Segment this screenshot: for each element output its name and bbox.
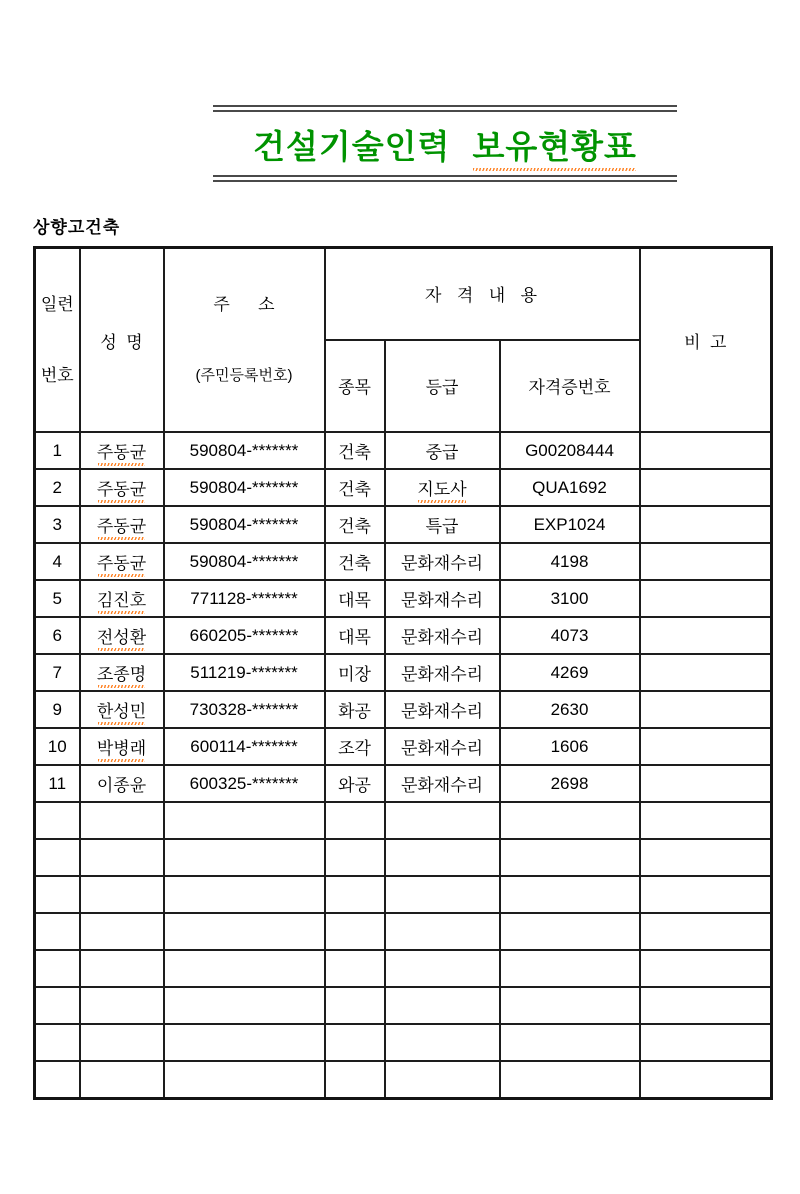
name-text: 주동균 bbox=[97, 475, 146, 500]
cell-category: 미장 bbox=[325, 654, 385, 691]
table-row bbox=[35, 617, 772, 654]
cell-cert: EXP1024 bbox=[500, 506, 640, 543]
cell-name bbox=[80, 432, 164, 469]
cell-cert: G00208444 bbox=[500, 432, 640, 469]
cell-rrn: 590804-******* bbox=[164, 543, 325, 580]
cell-empty bbox=[325, 802, 385, 839]
cell-empty bbox=[385, 1024, 500, 1061]
cell-category: 건축 bbox=[325, 543, 385, 580]
cell-name bbox=[80, 691, 164, 728]
cell-empty bbox=[325, 913, 385, 950]
cell-cert: 4073 bbox=[500, 617, 640, 654]
cell-rrn: 660205-******* bbox=[164, 617, 325, 654]
cell-empty bbox=[80, 1024, 164, 1061]
header-address: 주 소 (주민등록번호) bbox=[164, 248, 325, 433]
cell-empty bbox=[35, 1061, 80, 1098]
table-row bbox=[35, 654, 772, 691]
cell-empty bbox=[325, 839, 385, 876]
cell-grade: 문화재수리 bbox=[385, 580, 500, 617]
cell-empty bbox=[640, 1024, 772, 1061]
cell-name bbox=[80, 543, 164, 580]
cell-empty bbox=[164, 876, 325, 913]
cell-empty bbox=[325, 950, 385, 987]
header-qualification-group: 자 격 내 용 bbox=[325, 248, 640, 340]
cell-empty bbox=[640, 1061, 772, 1098]
cell-category: 조각 bbox=[325, 728, 385, 765]
header-category: 종목 bbox=[325, 340, 385, 432]
cell-remark bbox=[640, 432, 772, 469]
cell-name bbox=[80, 506, 164, 543]
cell-empty bbox=[80, 839, 164, 876]
table-row bbox=[35, 469, 772, 506]
cell-empty bbox=[164, 950, 325, 987]
cell-grade: 문화재수리 bbox=[385, 543, 500, 580]
cell-empty bbox=[164, 1061, 325, 1098]
header-cert-no: 자격증번호 bbox=[500, 340, 640, 432]
cell-empty bbox=[35, 950, 80, 987]
cell-empty bbox=[385, 802, 500, 839]
cell-serial: 5 bbox=[35, 580, 80, 617]
name-text: 주동균 bbox=[97, 438, 146, 463]
cell-empty bbox=[385, 876, 500, 913]
cell-empty bbox=[325, 1061, 385, 1098]
cell-empty bbox=[385, 839, 500, 876]
empty-row bbox=[35, 1061, 772, 1098]
cell-empty bbox=[640, 876, 772, 913]
table-row bbox=[35, 543, 772, 580]
section-label: 상향고건축 bbox=[33, 218, 121, 237]
cell-empty bbox=[385, 987, 500, 1024]
cell-grade: 문화재수리 bbox=[385, 728, 500, 765]
cell-rrn: 600325-******* bbox=[164, 765, 325, 802]
table-row bbox=[35, 580, 772, 617]
empty-row bbox=[35, 802, 772, 839]
cell-serial: 2 bbox=[35, 469, 80, 506]
name-text: 김진호 bbox=[97, 586, 146, 611]
cell-remark bbox=[640, 469, 772, 506]
cell-category: 건축 bbox=[325, 432, 385, 469]
cell-grade: 중급 bbox=[385, 432, 500, 469]
cell-empty bbox=[500, 1061, 640, 1098]
cell-cert: 3100 bbox=[500, 580, 640, 617]
grade-text: 지도사 bbox=[417, 475, 466, 500]
name-text: 한성민 bbox=[97, 697, 146, 722]
cell-remark bbox=[640, 543, 772, 580]
cell-cert: 2698 bbox=[500, 765, 640, 802]
cell-cert: QUA1692 bbox=[500, 469, 640, 506]
cell-empty bbox=[80, 913, 164, 950]
cell-cert: 1606 bbox=[500, 728, 640, 765]
cell-empty bbox=[35, 913, 80, 950]
cell-remark bbox=[640, 765, 772, 802]
cell-empty bbox=[164, 913, 325, 950]
cell-empty bbox=[35, 987, 80, 1024]
table-row bbox=[35, 728, 772, 765]
empty-row bbox=[35, 839, 772, 876]
cell-serial: 7 bbox=[35, 654, 80, 691]
cell-empty bbox=[80, 950, 164, 987]
cell-name bbox=[80, 765, 164, 802]
header-name: 성 명 bbox=[80, 248, 164, 433]
cell-serial: 9 bbox=[35, 691, 80, 728]
cell-empty bbox=[164, 839, 325, 876]
cell-empty bbox=[35, 876, 80, 913]
cell-category: 와공 bbox=[325, 765, 385, 802]
cell-empty bbox=[164, 1024, 325, 1061]
name-text: 박병래 bbox=[97, 734, 146, 759]
cell-empty bbox=[640, 950, 772, 987]
cell-grade: 문화재수리 bbox=[385, 654, 500, 691]
cell-empty bbox=[640, 839, 772, 876]
cell-empty bbox=[385, 913, 500, 950]
cell-grade: 문화재수리 bbox=[385, 765, 500, 802]
cell-category: 건축 bbox=[325, 506, 385, 543]
cell-rrn: 730328-******* bbox=[164, 691, 325, 728]
name-text: 전성환 bbox=[97, 623, 146, 648]
cell-empty bbox=[325, 876, 385, 913]
cell-serial: 6 bbox=[35, 617, 80, 654]
cell-name bbox=[80, 580, 164, 617]
empty-row bbox=[35, 1024, 772, 1061]
cell-empty bbox=[325, 987, 385, 1024]
cell-empty bbox=[500, 1024, 640, 1061]
empty-row bbox=[35, 876, 772, 913]
cell-grade: 문화재수리 bbox=[385, 691, 500, 728]
table-row bbox=[35, 506, 772, 543]
cell-empty bbox=[500, 913, 640, 950]
cell-empty bbox=[385, 1061, 500, 1098]
title-bottom-double-rule bbox=[213, 175, 677, 182]
cell-empty bbox=[500, 802, 640, 839]
cell-empty bbox=[500, 987, 640, 1024]
cell-grade: 특급 bbox=[385, 506, 500, 543]
cell-serial: 11 bbox=[35, 765, 80, 802]
cell-grade bbox=[385, 469, 500, 506]
cell-empty bbox=[640, 913, 772, 950]
cell-cert: 4198 bbox=[500, 543, 640, 580]
cell-remark bbox=[640, 654, 772, 691]
cell-remark bbox=[640, 506, 772, 543]
empty-row bbox=[35, 913, 772, 950]
name-text: 주동균 bbox=[97, 549, 146, 574]
empty-row bbox=[35, 987, 772, 1024]
table-row bbox=[35, 432, 772, 469]
cell-empty bbox=[640, 987, 772, 1024]
cell-empty bbox=[500, 950, 640, 987]
cell-empty bbox=[80, 802, 164, 839]
cell-remark bbox=[640, 617, 772, 654]
cell-serial: 10 bbox=[35, 728, 80, 765]
cell-rrn: 771128-******* bbox=[164, 580, 325, 617]
cell-cert: 2630 bbox=[500, 691, 640, 728]
name-text: 이종윤 bbox=[96, 776, 147, 795]
cell-serial: 4 bbox=[35, 543, 80, 580]
cell-empty bbox=[640, 802, 772, 839]
cell-serial: 1 bbox=[35, 432, 80, 469]
cell-empty bbox=[80, 1061, 164, 1098]
cell-rrn: 590804-******* bbox=[164, 469, 325, 506]
cell-empty bbox=[500, 839, 640, 876]
cell-remark bbox=[640, 728, 772, 765]
cell-empty bbox=[500, 876, 640, 913]
header-grade: 등급 bbox=[385, 340, 500, 432]
cell-grade: 문화재수리 bbox=[385, 617, 500, 654]
cell-empty bbox=[164, 802, 325, 839]
cell-empty bbox=[35, 802, 80, 839]
cell-name bbox=[80, 469, 164, 506]
name-text: 조종명 bbox=[97, 660, 146, 685]
cell-empty bbox=[35, 1024, 80, 1061]
header-row-1 bbox=[35, 248, 772, 340]
table-row bbox=[35, 691, 772, 728]
name-text: 주동균 bbox=[97, 512, 146, 537]
header-serial-no: 일련 번호 bbox=[35, 248, 80, 433]
header-remarks: 비 고 bbox=[640, 248, 772, 433]
table-row bbox=[35, 765, 772, 802]
cell-empty bbox=[385, 950, 500, 987]
cell-rrn: 600114-******* bbox=[164, 728, 325, 765]
cell-cert: 4269 bbox=[500, 654, 640, 691]
cell-rrn: 590804-******* bbox=[164, 506, 325, 543]
cell-remark bbox=[640, 580, 772, 617]
empty-row bbox=[35, 950, 772, 987]
cell-name bbox=[80, 617, 164, 654]
cell-serial: 3 bbox=[35, 506, 80, 543]
cell-rrn: 590804-******* bbox=[164, 432, 325, 469]
cell-category: 건축 bbox=[325, 469, 385, 506]
cell-name bbox=[80, 728, 164, 765]
cell-category: 대목 bbox=[325, 580, 385, 617]
cell-empty bbox=[164, 987, 325, 1024]
cell-empty bbox=[80, 876, 164, 913]
page-title bbox=[213, 112, 677, 175]
page-title-part2: 보유현황표 bbox=[472, 121, 636, 168]
title-top-double-rule bbox=[213, 105, 677, 112]
cell-empty bbox=[35, 839, 80, 876]
personnel-table bbox=[33, 246, 773, 1100]
cell-category: 화공 bbox=[325, 691, 385, 728]
cell-empty bbox=[80, 987, 164, 1024]
cell-name bbox=[80, 654, 164, 691]
cell-category: 대목 bbox=[325, 617, 385, 654]
document-title-block bbox=[213, 105, 677, 182]
cell-rrn: 511219-******* bbox=[164, 654, 325, 691]
cell-empty bbox=[325, 1024, 385, 1061]
cell-remark bbox=[640, 691, 772, 728]
page-title-part1: 건설기술인력 bbox=[253, 128, 451, 165]
